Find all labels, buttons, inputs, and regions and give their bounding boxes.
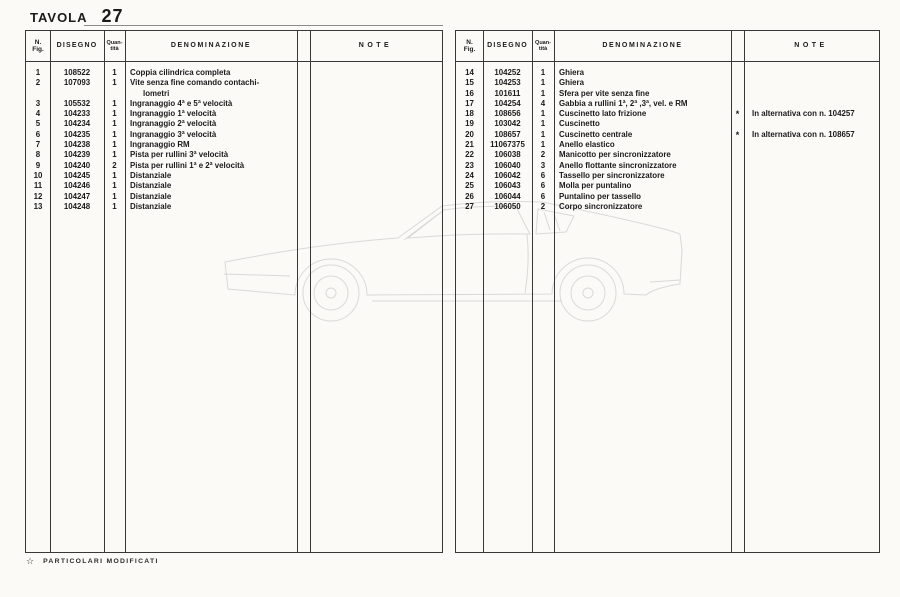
qty-header-line1: Quan- <box>106 39 123 46</box>
cell-note <box>744 68 878 78</box>
table-row <box>456 68 879 78</box>
cell-modified-mark <box>297 150 310 160</box>
cell-quantity: 1 <box>112 109 117 119</box>
cell-modified-mark <box>297 119 310 129</box>
cell-denominazione: Ingranaggio 3ª velocità <box>130 129 217 139</box>
cell-quantity: 1 <box>112 78 117 88</box>
column-divider <box>731 31 732 552</box>
cell-fig-number: 22 <box>465 150 474 160</box>
table-row <box>26 119 442 129</box>
cell-quantity: 1 <box>112 150 117 160</box>
cell-quantity: 1 <box>540 109 546 119</box>
cell-denominazione: Pista per rullini 1ª e 2ª velocità <box>130 160 245 170</box>
cell-quantity: 1 <box>540 119 546 129</box>
cell-quantity: 1 <box>540 129 546 139</box>
cell-note: In alternativa con n. 108657 <box>752 129 855 139</box>
cell-denominazione: Distanziale <box>130 191 172 201</box>
cell-modified-mark <box>731 171 744 181</box>
cell-note <box>744 99 878 109</box>
cell-quantity: 1 <box>112 181 117 191</box>
cell-note <box>310 150 441 160</box>
cell-disegno-number: 104240 <box>63 160 91 170</box>
cell-disegno-number: 106050 <box>494 201 521 211</box>
cell-quantity: 1 <box>112 129 117 139</box>
column-header-disegno: DISEGNO <box>56 42 98 50</box>
cell-fig-number: 7 <box>35 140 41 150</box>
cell-modified-mark <box>731 181 744 191</box>
cell-note <box>310 181 441 191</box>
cell-modified-mark <box>297 181 310 191</box>
cell-disegno-number: 104247 <box>63 191 91 201</box>
cell-note <box>310 99 441 109</box>
cell-fig-number: 5 <box>35 119 41 129</box>
cell-quantity: 1 <box>112 98 117 108</box>
table-row <box>26 99 442 109</box>
cell-denominazione: Gabbia a rullini 1ª, 2ª ,3ª, vel. e RM <box>559 98 688 108</box>
cell-fig-number: 19 <box>465 119 474 129</box>
cell-note <box>744 89 878 99</box>
cell-quantity: 6 <box>540 170 546 180</box>
column-divider <box>483 31 484 552</box>
column-header-denominazione: DENOMINAZIONE <box>602 42 683 50</box>
cell-disegno-number: 104238 <box>63 140 91 150</box>
cell-modified-mark <box>297 130 310 140</box>
column-header-fig <box>26 39 50 53</box>
cell-modified-mark <box>297 109 310 119</box>
cell-modified-mark <box>731 202 744 212</box>
column-divider <box>297 31 298 552</box>
column-divider <box>104 31 105 552</box>
cell-fig-number: 6 <box>35 129 41 139</box>
cell-fig-number: 25 <box>465 181 474 191</box>
cell-denominazione: Ingranaggio 1ª velocità <box>130 109 217 119</box>
cell-modified-mark <box>297 99 310 109</box>
cell-disegno-number: 104233 <box>63 109 91 119</box>
cell-modified-mark <box>297 171 310 181</box>
cell-disegno-number: 104248 <box>63 201 91 211</box>
column-header-denominazione: DENOMINAZIONE <box>170 42 252 50</box>
cell-denominazione: Ingranaggio 4ª e 5ª velocità <box>130 98 233 108</box>
cell-note <box>744 181 878 191</box>
cell-note <box>310 78 441 99</box>
cell-quantity: 6 <box>540 191 546 201</box>
cell-disegno-number: 106043 <box>494 181 521 191</box>
cell-denominazione: Anello flottante sincronizzatore <box>559 160 677 170</box>
column-header-note: NOTE <box>358 42 393 50</box>
column-header-note: NOTE <box>794 42 828 50</box>
table-row <box>456 202 879 212</box>
cell-fig-number: 21 <box>465 140 474 150</box>
cell-modified-mark <box>731 140 744 150</box>
table-row <box>456 109 879 119</box>
title-underline <box>84 25 443 26</box>
cell-denominazione: Cuscinetto lato frizione <box>559 109 647 119</box>
cell-disegno-number: 103042 <box>494 119 521 129</box>
cell-denominazione: Manicotto per sincronizzatore <box>559 150 671 160</box>
cell-denominazione: Ingranaggio RM <box>130 140 190 150</box>
column-divider <box>532 31 533 552</box>
cell-denominazione: Coppia cilindrica completa <box>130 68 231 77</box>
cell-disegno-number: 104246 <box>63 181 91 191</box>
cell-fig-number: 14 <box>465 68 474 77</box>
cell-quantity: 1 <box>112 119 117 129</box>
cell-disegno-number: 104245 <box>63 170 91 180</box>
cell-modified-mark <box>731 99 744 109</box>
table-row <box>26 192 442 202</box>
cell-note <box>310 130 441 140</box>
qty-header-line1: Quan- <box>535 39 551 46</box>
cell-disegno-number: 104253 <box>494 78 521 88</box>
cell-modified-mark <box>297 140 310 150</box>
cell-disegno-number: 106042 <box>494 170 521 180</box>
cell-denominazione: Distanziale <box>130 170 172 180</box>
cell-denominazione: Pista per rullini 3ª velocità <box>130 150 229 160</box>
table-row <box>456 119 879 129</box>
cell-modified-mark: * <box>735 129 740 140</box>
cell-disegno-number: 104234 <box>63 119 91 129</box>
left-table-header <box>26 31 442 62</box>
cell-note <box>744 192 878 202</box>
cell-fig-number: 15 <box>465 78 474 88</box>
cell-note <box>310 171 441 181</box>
cell-modified-mark <box>731 119 744 129</box>
table-row <box>26 68 442 78</box>
cell-denominazione: Ghiera <box>559 68 584 77</box>
cell-modified-mark <box>297 202 310 212</box>
star-icon: ☆ <box>26 556 35 566</box>
table-row <box>26 78 442 99</box>
cell-modified-mark <box>731 150 744 160</box>
cell-denominazione: Distanziale <box>130 181 172 191</box>
table-row <box>456 99 879 109</box>
column-header-disegno: DISEGNO <box>487 42 528 50</box>
cell-quantity: 3 <box>540 160 546 170</box>
cell-denominazione: Tassello per sincronizzatore <box>559 170 665 180</box>
cell-disegno-number: 106044 <box>494 191 521 201</box>
cell-disegno-number: 105532 <box>63 98 91 108</box>
footer-text: PARTICOLARI MODIFICATI <box>43 557 159 565</box>
table-row <box>456 171 879 181</box>
cell-note: In alternativa con n. 104257 <box>752 109 855 119</box>
column-header-quantita <box>532 40 554 52</box>
cell-quantity: 6 <box>540 181 546 191</box>
cell-fig-number: 3 <box>35 98 41 108</box>
qty-header-line2: tità <box>538 46 548 52</box>
cell-fig-number: 11 <box>33 181 43 191</box>
right-table-header <box>456 31 879 62</box>
cell-note <box>310 68 441 78</box>
cell-quantity: 4 <box>540 98 546 108</box>
cell-modified-mark <box>297 161 310 171</box>
cell-disegno-number: 104239 <box>63 150 91 160</box>
right-table-body <box>456 62 879 212</box>
cell-denominazione: Sfera per vite senza fine <box>559 88 650 98</box>
qty-header-line2: tità <box>110 46 119 52</box>
cell-fig-number: 2 <box>35 78 41 88</box>
cell-modified-mark <box>731 89 744 99</box>
cell-note <box>744 171 878 181</box>
cell-fig-number: 20 <box>465 129 474 139</box>
cell-quantity: 1 <box>540 140 546 150</box>
tavola-label: TAVOLA <box>30 10 88 25</box>
cell-disegno-number: 101611 <box>494 88 521 98</box>
cell-quantity: 2 <box>540 150 546 160</box>
cell-disegno-number: 106038 <box>494 150 521 160</box>
cell-note <box>310 202 441 212</box>
cell-modified-mark <box>297 68 310 78</box>
cell-quantity: 1 <box>112 201 117 211</box>
fig-header-line1: N. <box>34 38 42 46</box>
table-row <box>26 140 442 150</box>
cell-quantity: 2 <box>540 201 546 211</box>
fig-header-line1: N. <box>466 38 473 46</box>
cell-note <box>744 202 878 212</box>
column-header-quantita <box>104 40 125 52</box>
cell-fig-number: 4 <box>35 109 41 119</box>
cell-note <box>744 161 878 171</box>
cell-fig-number: 24 <box>465 170 474 180</box>
cell-note <box>744 119 878 129</box>
cell-denominazione-line2: lometri <box>143 88 170 98</box>
cell-quantity: 1 <box>540 78 546 88</box>
table-row <box>456 161 879 171</box>
cell-fig-number: 18 <box>465 109 474 119</box>
cell-fig-number: 16 <box>465 88 474 98</box>
cell-denominazione: Anello elastico <box>559 140 615 150</box>
cell-note <box>310 192 441 202</box>
tavola-number: 27 <box>101 6 124 26</box>
left-table-body <box>26 62 442 212</box>
table-row <box>26 161 442 171</box>
fig-header-line2: Fig. <box>463 46 476 53</box>
cell-denominazione: Corpo sincronizzatore <box>559 201 643 211</box>
table-row <box>456 89 879 99</box>
cell-fig-number: 12 <box>33 191 43 201</box>
column-header-fig <box>456 39 483 53</box>
cell-fig-number: 13 <box>33 201 43 211</box>
cell-disegno-number: 108522 <box>63 68 91 77</box>
table-row <box>456 192 879 202</box>
cell-note <box>744 140 878 150</box>
footer-legend <box>26 556 159 566</box>
cell-denominazione: Vite senza fine comando contachi- lometri <box>125 78 297 99</box>
cell-disegno-number: 11067375 <box>490 140 525 150</box>
cell-denominazione: Ghiera <box>559 78 584 88</box>
table-row <box>26 181 442 191</box>
right-parts-table <box>455 30 880 553</box>
cell-quantity: 1 <box>112 68 117 77</box>
cell-note <box>310 119 441 129</box>
column-divider <box>744 31 745 552</box>
table-row <box>456 140 879 150</box>
cell-fig-number: 17 <box>465 98 474 108</box>
cell-modified-mark <box>731 68 744 78</box>
table-row <box>26 130 442 140</box>
cell-modified-mark <box>297 78 310 99</box>
table-row <box>26 171 442 181</box>
cell-modified-mark <box>731 161 744 171</box>
page-title <box>30 6 124 27</box>
cell-quantity: 1 <box>112 170 117 180</box>
column-divider <box>125 31 126 552</box>
cell-note <box>310 161 441 171</box>
cell-note <box>310 109 441 119</box>
cell-disegno-number: 104235 <box>63 129 91 139</box>
cell-note <box>744 78 878 88</box>
table-row <box>26 150 442 160</box>
cell-disegno-number: 104252 <box>494 68 521 77</box>
cell-quantity: 1 <box>112 191 117 201</box>
table-row <box>456 150 879 160</box>
cell-quantity: 1 <box>112 140 117 150</box>
column-divider <box>50 31 51 552</box>
cell-denominazione: Molla per puntalino <box>559 181 632 191</box>
cell-disegno-number: 108657 <box>494 129 521 139</box>
fig-header-line2: Fig. <box>32 46 44 53</box>
cell-disegno-number: 104254 <box>494 98 521 108</box>
cell-denominazione: Puntalino per tassello <box>559 191 641 201</box>
table-row <box>456 130 879 140</box>
cell-denominazione: Distanziale <box>130 201 172 211</box>
cell-disegno-number: 107093 <box>63 78 91 88</box>
cell-modified-mark: * <box>735 109 740 120</box>
cell-disegno-number: 106040 <box>494 160 521 170</box>
cell-modified-mark <box>297 192 310 202</box>
left-parts-table <box>25 30 443 553</box>
cell-fig-number: 1 <box>35 68 41 77</box>
cell-note <box>310 140 441 150</box>
cell-fig-number: 10 <box>33 170 43 180</box>
cell-fig-number: 26 <box>465 191 474 201</box>
table-row <box>26 109 442 119</box>
cell-quantity: 1 <box>540 88 546 98</box>
cell-fig-number: 8 <box>35 150 41 160</box>
cell-modified-mark <box>731 78 744 88</box>
cell-fig-number: 9 <box>35 160 41 170</box>
table-row <box>26 202 442 212</box>
cell-fig-number: 23 <box>465 160 474 170</box>
cell-quantity: 2 <box>112 160 117 170</box>
cell-denominazione: Cuscinetto <box>559 119 600 129</box>
column-divider <box>310 31 311 552</box>
cell-denominazione: Ingranaggio 2ª velocità <box>130 119 217 129</box>
table-row <box>456 181 879 191</box>
column-divider <box>554 31 555 552</box>
table-row <box>456 78 879 88</box>
cell-modified-mark <box>731 192 744 202</box>
cell-disegno-number: 108656 <box>494 109 521 119</box>
cell-quantity: 1 <box>540 68 546 77</box>
cell-fig-number: 27 <box>465 201 474 211</box>
cell-denominazione: Cuscinetto centrale <box>559 129 633 139</box>
cell-note <box>744 150 878 160</box>
